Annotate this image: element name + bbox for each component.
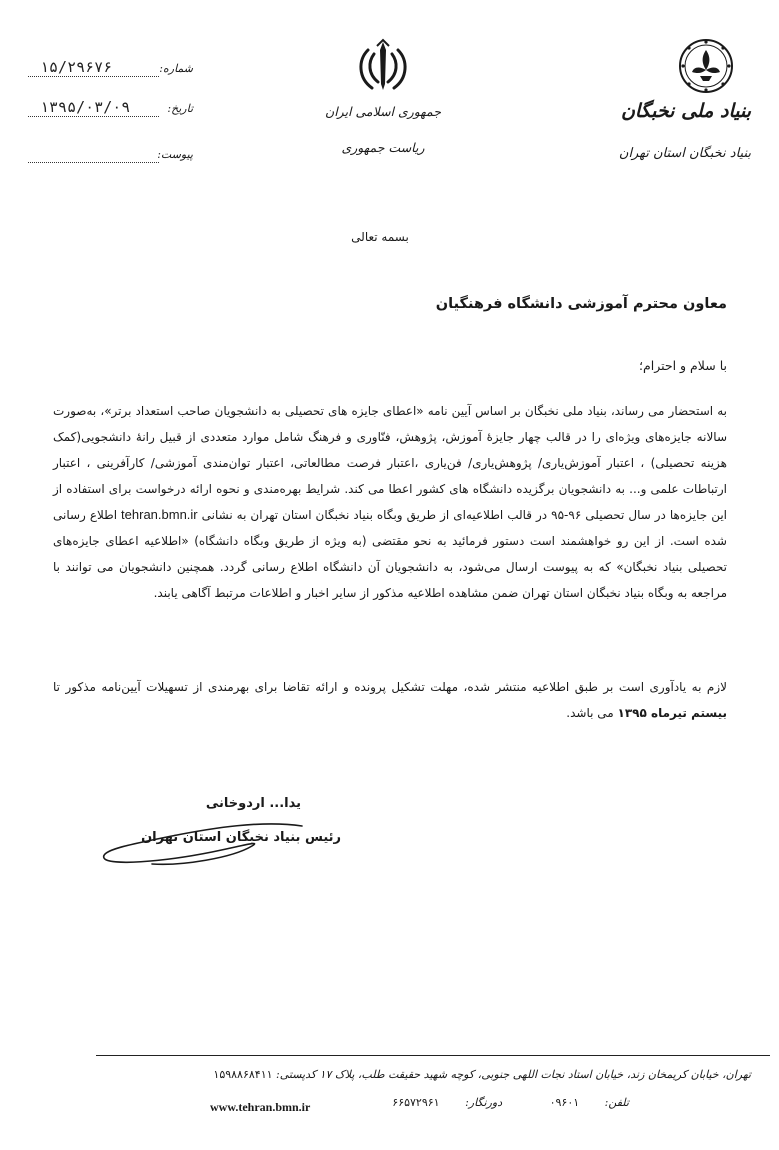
phone-group — [528, 1096, 629, 1109]
letter-date-row — [28, 98, 193, 120]
letter-number-row — [28, 58, 193, 80]
attachment-label: پیوست: — [157, 148, 193, 161]
letter-date-value: ۱۳۹۵/۰۳/۰۹ — [40, 98, 131, 116]
body-paragraph-1-text-a: به استحضار می رساند، بنیاد ملی نخبگان بر اساس آیین نامه «اعطای جایزه های تحصیلی به دانشجویان صاحب استعداد برتر»، به‌صورت سالانه جایزه‌های ویژه‌ای را در قالب چهار جایزهٔ آموزش، پژوهش، فنّاوری و فرهنگ شامل موارد متعددی از قبیل رانهٔ دانشجویی(کمک هزینه تحصیلی) ، اعتبار آموزش‌یاری/ پژوهش‌یاری/ فن‌یاری ،اعتبار فرصت مطالعاتی، اعتبار توان‌مندی آموزشی/ کارآفرینی ، اعتبار ارتباطات علمی و... به دانشجویان برگزیده دانشگاه های کشور اعطا می کند. شرایط بهره‌مندی و نحوه ارائه درخواست برای استفاده از این جایزه‌ها در سال تحصیلی ۹۶-۹۵ در قالب اطلاعیه‌ای از طریق وبگاه بنیاد نخبگان استان تهران به نشانی — [53, 404, 727, 522]
handwritten-signature-icon — [92, 806, 312, 876]
gov-name: جمهوری اسلامی ایران — [325, 104, 441, 119]
gov-office: ریاست جمهوری — [341, 140, 425, 155]
attachment-row — [28, 144, 193, 166]
iran-emblem-icon — [350, 36, 416, 96]
recipient: معاون محترم آموزشی دانشگاه فرهنگیان — [435, 296, 727, 312]
fax-group — [370, 1096, 502, 1109]
body-paragraph-1-text-b: اطلاع رسانی شده است. از این رو خواهشمند است دستور فرمائید به نحو مقتضی (به ویژه از طریق وبگاه دانشگاه) «اطلاعیه اعطای جایزه‌های تحصیلی بنیاد نخبگان» که به پیوست ارسال می‌شود، به دانشجویان آن دانشگاه اطلاع رسانی گردد. همچنین دانشجویان می توانند با مراجعه به وبگاه بنیاد نخبگان استان تهران ضمن مشاهده اطلاعیه مذکور از سایر اخبار و اطلاعات مرتبط آگاهی یابند. — [53, 508, 727, 600]
website-link-inline[interactable]: tehran.bmn.ir — [121, 507, 198, 522]
body-paragraph-2-text-a: لازم به یادآوری است بر طبق اطلاعیه منتشر شده، مهلت تشکیل پرونده و ارائه تقاضا برای بهرمندی از تسهیلات آیین‌نامه مذکور تا — [53, 680, 727, 694]
body-paragraph-2 — [53, 674, 727, 726]
foundation-logo-icon — [661, 36, 751, 96]
greeting: با سلام و احترام؛ — [639, 358, 727, 373]
org-name: بنیاد ملی نخبگان — [620, 100, 751, 122]
address-text: تهران، خیابان کریمخان زند، خیابان استاد نجات اللهی جنوبی، کوچه شهید حقیقت طلب، پلاک ۱۷ کدپستی: — [276, 1068, 751, 1081]
fax-label: دورنگار: — [465, 1096, 503, 1109]
fax-number: ۶۶۵۷۲۹۶۱ — [392, 1096, 440, 1109]
body-paragraph-2-text-b: می باشد. — [566, 706, 614, 720]
footer-address — [111, 1068, 751, 1081]
postal-code: ۱۵۹۸۸۶۸۴۱۱ — [213, 1068, 273, 1081]
phone-label: تلفن: — [604, 1096, 629, 1109]
deadline-date: بیستم تیرماه ۱۳۹۵ — [617, 706, 727, 720]
org-branch: بنیاد نخبگان استان تهران — [618, 146, 751, 161]
letter-number-label: شماره: — [159, 62, 193, 75]
phone-number: ۰۹۶۰۱ — [549, 1096, 580, 1109]
bismillah: بسمه تعالی — [351, 230, 409, 244]
footer-website-link[interactable]: www.tehran.bmn.ir — [210, 1100, 311, 1114]
body-paragraph-1 — [53, 398, 727, 606]
letter-date-label: تاریخ: — [167, 102, 193, 115]
attachment-dotline — [28, 150, 159, 163]
signatory-name: یدا... اردوخانی — [205, 796, 301, 811]
letter-number-value: ۱۵/۲۹۶۷۶ — [40, 58, 113, 76]
footer-divider — [96, 1055, 770, 1056]
signatory-title: رئیس بنیاد نخبگان استان تهران — [141, 830, 341, 845]
